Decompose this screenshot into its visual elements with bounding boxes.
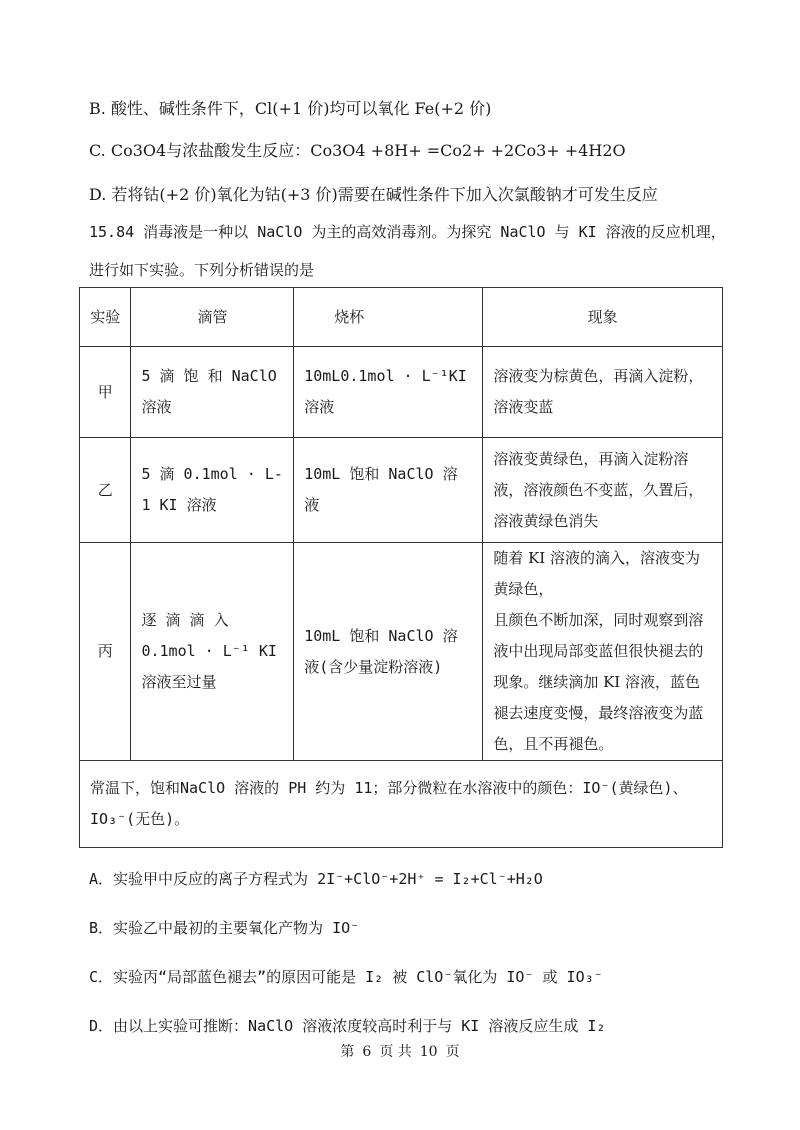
option-c-formula: Co3O4 [110, 141, 167, 160]
row-label: 丙 [80, 543, 131, 761]
option-d: D．由以上实验可推断：NaClO 溶液浓度较高时利于与 KI 溶液反应生成 I₂ [89, 1017, 606, 1035]
row-dropper: 5 滴 0.1mol · L-1 KI 溶液 [131, 438, 294, 543]
table-header-row [80, 288, 723, 347]
option-a: A．实验甲中反应的离子方程式为 2I⁻+ClO⁻+2H⁺ = I₂+Cl⁻+H₂O [89, 870, 543, 888]
option-d-prev: D. 若将钴(+2 价)氧化为钴(+3 价)需要在碱性条件下加入次氯酸钠才可发生反应 [89, 185, 658, 204]
page-footer [0, 1041, 800, 1061]
experiment-table [79, 287, 723, 848]
table-row [80, 347, 723, 438]
row-phenomenon: 溶液变黄绿色，再滴入淀粉溶液，溶液颜色不变蓝，久置后，溶液黄绿色消失 [483, 438, 723, 543]
header-phenomenon: 现象 [483, 288, 723, 347]
question-15 [89, 213, 729, 289]
header-experiment: 实验 [80, 288, 131, 347]
table-row [80, 438, 723, 543]
row-label: 乙 [80, 438, 131, 543]
header-dropper: 滴管 [131, 288, 294, 347]
option-c-text: 与浓盐酸发生反应： [166, 141, 311, 160]
row-beaker: 10mL 饱和 NaClO 溶液 [294, 438, 483, 543]
table-note: 常温下，饱和NaClO 溶液的 PH 约为 11；部分微粒在水溶液中的颜色：IO⁻(黄绿色)、IO₃⁻(无色)。 [80, 761, 723, 848]
footer-page-number: 6 [362, 1044, 372, 1060]
footer-label-middle: 页 共 [379, 1044, 412, 1060]
question-stem: 84 消毒液是一种以 NaClO 为主的高效消毒剂。为探究 NaClO 与 KI 溶液的反应机理，进行如下实验。下列分析错误的是 [89, 223, 726, 279]
row-dropper: 5 滴 饱 和 NaClO 溶液 [131, 347, 294, 438]
option-b: B．实验乙中最初的主要氧化产物为 IO⁻ [89, 919, 360, 937]
row-beaker: 10mL0.1mol · L⁻¹KI 溶液 [294, 347, 483, 438]
question-number: 15. [89, 223, 117, 241]
footer-label-before: 第 [340, 1044, 355, 1060]
row-phenomenon-line1: 随着 KI 溶液的滴入，溶液变为黄绿色， [493, 549, 700, 598]
option-c-prefix: C. [89, 141, 111, 160]
row-phenomenon [483, 543, 723, 761]
row-phenomenon: 溶液变为棕黄色，再滴入淀粉，溶液变蓝 [483, 347, 723, 438]
table-row [80, 543, 723, 761]
option-b-prev: B. 酸性、碱性条件下，Cl(+1 价)均可以氧化 Fe(+2 价) [89, 99, 492, 118]
option-c: C．实验丙“局部蓝色褪去”的原因可能是 I₂ 被 ClO⁻氧化为 IO⁻ 或 IO₃⁻ [89, 968, 603, 986]
row-phenomenon-line2: 且颜色不断加深，同时观察到溶液中出现局部变蓝但很快褪去的现象。继续滴加 KI 溶液，蓝色褪去速度变慢，最终溶液变为蓝色，且不再褪色。 [493, 611, 704, 753]
table-note-row [80, 761, 723, 848]
header-beaker: 烧杯 [294, 288, 483, 347]
row-dropper: 逐 滴 滴 入 0.1mol · L⁻¹ KI 溶液至过量 [131, 543, 294, 761]
footer-label-after: 页 [445, 1044, 460, 1060]
row-label: 甲 [80, 347, 131, 438]
footer-total-pages: 10 [419, 1044, 438, 1060]
option-c-equation: Co3O4 +8H+ =Co2+ +2Co3+ +4H2O [310, 141, 626, 160]
option-c-prev [89, 138, 626, 161]
row-beaker: 10mL 饱和 NaClO 溶液(含少量淀粉溶液) [294, 543, 483, 761]
